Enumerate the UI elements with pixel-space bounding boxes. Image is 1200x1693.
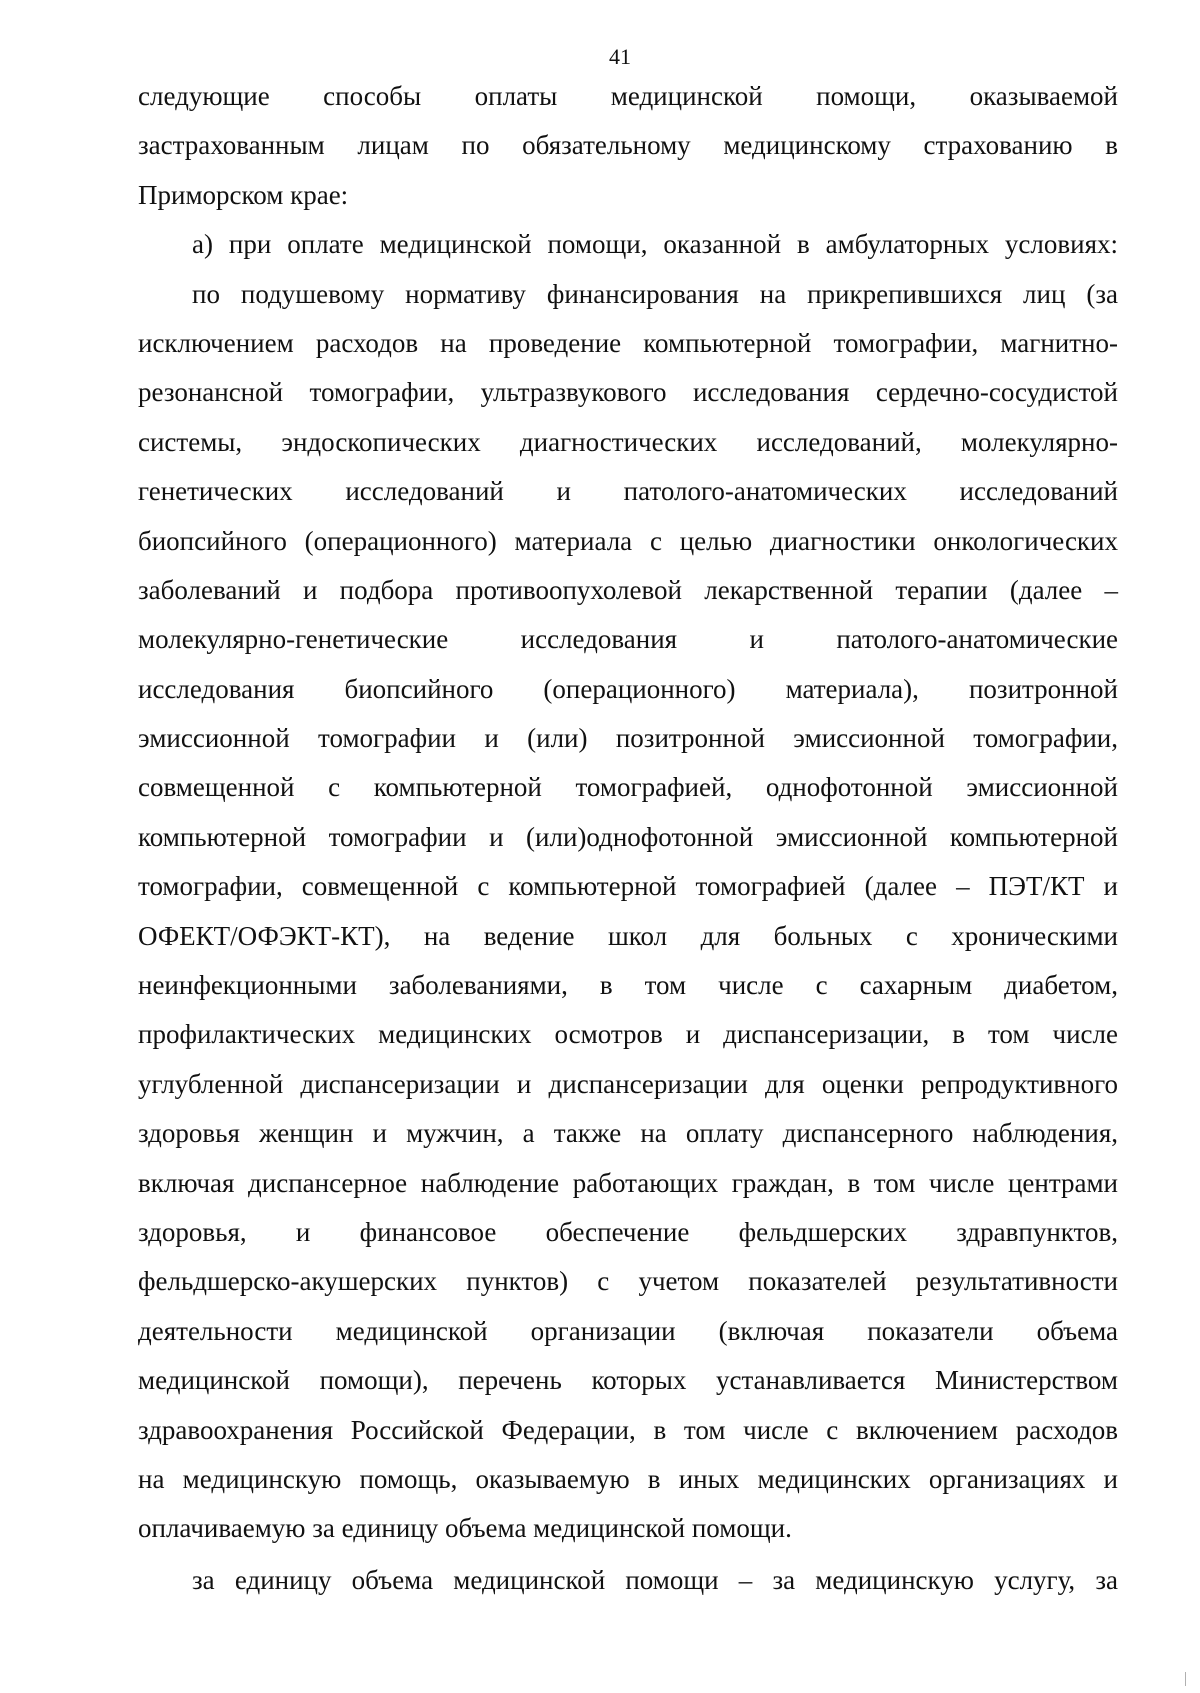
text-line: профилактических медицинских осмотров и диспансеризации, в том числе xyxy=(138,1019,1118,1050)
text-line: здравоохранения Российской Федерации, в том числе с включением расходов xyxy=(138,1414,1118,1445)
text-line: биопсийного (операционного) материала с целью диагностики онкологических xyxy=(138,525,1118,556)
text-line: системы, эндоскопических диагностических исследований, молекулярно- xyxy=(138,426,1118,457)
text-line: на медицинскую помощь, оказываемую в иных медицинских организациях и xyxy=(138,1463,1118,1494)
text-line: здоровья женщин и мужчин, а также на оплату диспансерного наблюдения, xyxy=(138,1118,1118,1149)
text-line: медицинской помощи), перечень которых устанавливается Министерством xyxy=(138,1365,1118,1396)
text-line: томографии, совмещенной с компьютерной томографией (далее – ПЭТ/КТ и xyxy=(138,871,1118,902)
text-line: неинфекционными заболеваниями, в том числе с сахарным диабетом, xyxy=(138,970,1118,1001)
paragraph-start-line: за единицу объема медицинской помощи – за медицинскую услугу, за xyxy=(192,1564,1118,1595)
text-line: углубленной диспансеризации и диспансеризации для оценки репродуктивного xyxy=(138,1068,1118,1099)
text-line: резонансной томографии, ультразвукового исследования сердечно-сосудистой xyxy=(138,377,1118,408)
text-line: компьютерной томографии и (или)однофотонной эмиссионной компьютерной xyxy=(138,821,1118,852)
body-text xyxy=(138,72,1118,1605)
scan-margin-mark xyxy=(1185,1672,1186,1686)
text-line: следующие способы оплаты медицинской помощи, оказываемой xyxy=(138,81,1118,111)
text-line: деятельности медицинской организации (включая показатели объема xyxy=(138,1315,1118,1346)
text-line: заболеваний и подбора противоопухолевой лекарственной терапии (далее – xyxy=(138,574,1118,605)
text-line: молекулярно-генетические исследования и патолого-анатомические xyxy=(138,624,1118,655)
text-line: исследования биопсийного (операционного) материала), позитронной xyxy=(138,673,1118,704)
text-line: Приморском крае: xyxy=(138,179,349,210)
text-line: здоровья, и финансовое обеспечение фельдшерских здравпунктов, xyxy=(138,1216,1118,1247)
paragraph-start-line: а) при оплате медицинской помощи, оказанной в амбулаторных условиях: xyxy=(192,229,1118,260)
page-number: 41 xyxy=(609,44,631,69)
text-line: совмещенной с компьютерной томографией, однофотонной эмиссионной xyxy=(138,772,1118,803)
text-line: застрахованным лицам по обязательному медицинскому страхованию в xyxy=(138,130,1118,161)
text-line: оплачиваемую за единицу объема медицинской помощи. xyxy=(138,1513,792,1544)
text-line: исключением расходов на проведение компьютерной томографии, магнитно- xyxy=(138,327,1118,358)
text-line: фельдшерско-акушерских пунктов) с учетом показателей результативности xyxy=(138,1266,1118,1297)
text-line: включая диспансерное наблюдение работающих граждан, в том числе центрами xyxy=(138,1167,1118,1198)
text-line: генетических исследований и патолого-анатомических исследований xyxy=(138,476,1118,507)
text-line: ОФЕКТ/ОФЭКТ-КТ), на ведение школ для больных с хроническими xyxy=(138,920,1118,951)
paragraph-start-line: по подушевому нормативу финансирования на прикрепившихся лиц (за xyxy=(192,278,1118,309)
text-line: эмиссионной томографии и (или) позитронной эмиссионной томографии, xyxy=(138,723,1118,754)
